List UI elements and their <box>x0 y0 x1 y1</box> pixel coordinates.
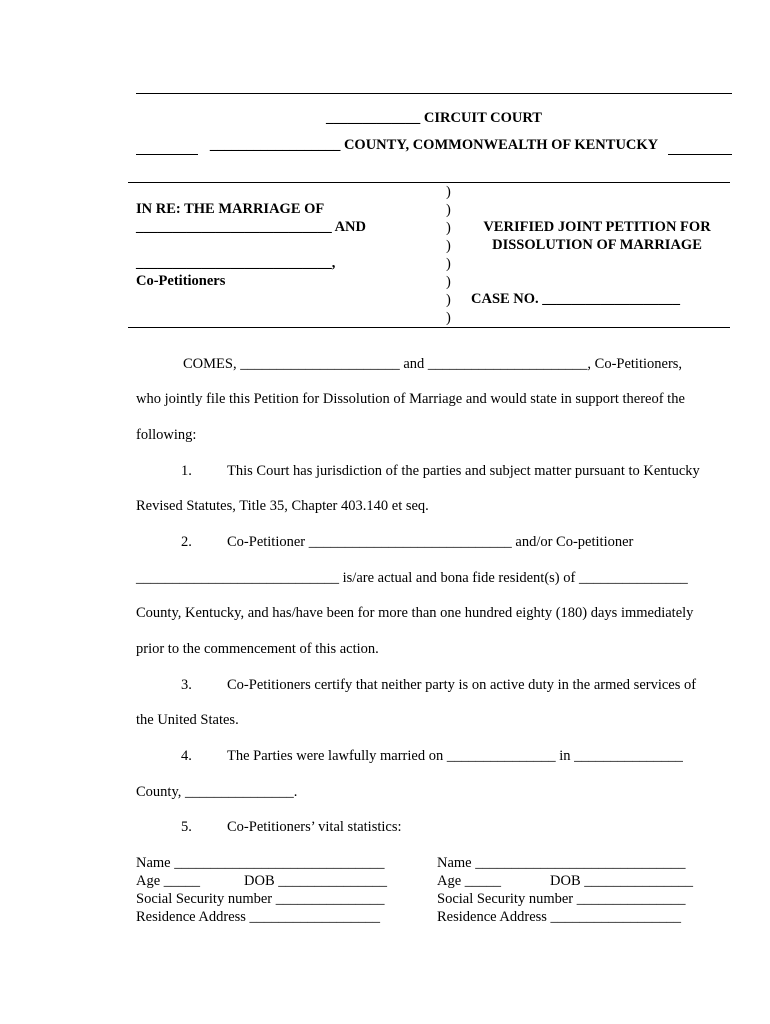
intro-line-1: COMES, ______________________ and ______________________, Co-Petitioners, <box>183 356 683 372</box>
vitals-right-age: Age _____ <box>437 873 502 889</box>
caption-bottom-rule <box>128 327 730 328</box>
item-number: 4. <box>181 748 192 764</box>
court-heading-rule-left <box>136 154 198 155</box>
petitioner-two-line: ___________________________, <box>136 255 336 271</box>
petitioner-one-line: ___________________________ AND <box>136 219 366 235</box>
item-text: Co-Petitioner ____________________________ and/or Co-petitioner <box>227 534 634 550</box>
item-text: This Court has jurisdiction of the parties and subject matter pursuant to Kentucky <box>227 463 700 479</box>
caption-paren: ) <box>446 202 451 218</box>
item-number: 1. <box>181 463 192 479</box>
item-text: The Parties were lawfully married on _______________ in _______________ <box>227 748 683 764</box>
vitals-left-ssn: Social Security number _______________ <box>136 891 385 907</box>
vitals-right-name: Name _____________________________ <box>437 855 686 871</box>
vitals-right-address: Residence Address __________________ <box>437 909 682 925</box>
vitals-left-dob: DOB _______________ <box>244 873 387 889</box>
caption-paren: ) <box>446 292 451 308</box>
item-number: 5. <box>181 819 192 835</box>
item-text-continued: prior to the commencement of this action. <box>136 641 379 657</box>
caption-divider <box>446 183 451 327</box>
court-heading-line2: __________________ COUNTY, COMMONWEALTH OF KENTUCKY <box>209 137 659 153</box>
vitals-left-name: Name _____________________________ <box>136 855 385 871</box>
caption-paren: ) <box>446 184 451 200</box>
court-heading-line1: _____________ CIRCUIT COURT <box>326 110 542 126</box>
court-heading-rule-right <box>668 154 732 155</box>
item-text: Co-Petitioners certify that neither party is on active duty in the armed services of <box>227 677 697 693</box>
intro-line-2: who jointly file this Petition for Dissolution of Marriage and would state in support thereof the <box>136 391 685 407</box>
top-rule <box>136 93 732 94</box>
item-text-continued: Revised Statutes, Title 35, Chapter 403.140 et seq. <box>136 498 429 514</box>
caption-paren: ) <box>446 310 451 326</box>
item-text: Co-Petitioners’ vital statistics: <box>227 819 402 835</box>
caption-paren: ) <box>446 238 451 254</box>
item-number: 3. <box>181 677 192 693</box>
vitals-right-dob: DOB _______________ <box>550 873 693 889</box>
caption-paren: ) <box>446 274 451 290</box>
petition-title-line2: DISSOLUTION OF MARRIAGE <box>492 237 702 253</box>
case-number-field: CASE NO. ___________________ <box>471 291 681 307</box>
caption-paren: ) <box>446 220 451 236</box>
item-text-continued: ____________________________ is/are actual and bona fide resident(s) of _______________ <box>136 570 688 586</box>
vitals-left-address: Residence Address __________________ <box>136 909 381 925</box>
in-re-label: IN RE: THE MARRIAGE OF <box>136 201 325 217</box>
intro-line-3: following: <box>136 427 197 443</box>
item-text-continued: County, Kentucky, and has/have been for more than one hundred eighty (180) days immediately <box>136 605 694 621</box>
vitals-left-age: Age _____ <box>136 873 201 889</box>
co-petitioners-label: Co-Petitioners <box>136 273 226 289</box>
caption-top-rule <box>128 182 730 183</box>
item-number: 2. <box>181 534 192 550</box>
caption-paren: ) <box>446 256 451 272</box>
item-text-continued: County, _______________. <box>136 784 298 800</box>
item-text-continued: the United States. <box>136 712 239 728</box>
vitals-right-ssn: Social Security number _______________ <box>437 891 686 907</box>
petition-title-line1: VERIFIED JOINT PETITION FOR <box>483 219 711 235</box>
